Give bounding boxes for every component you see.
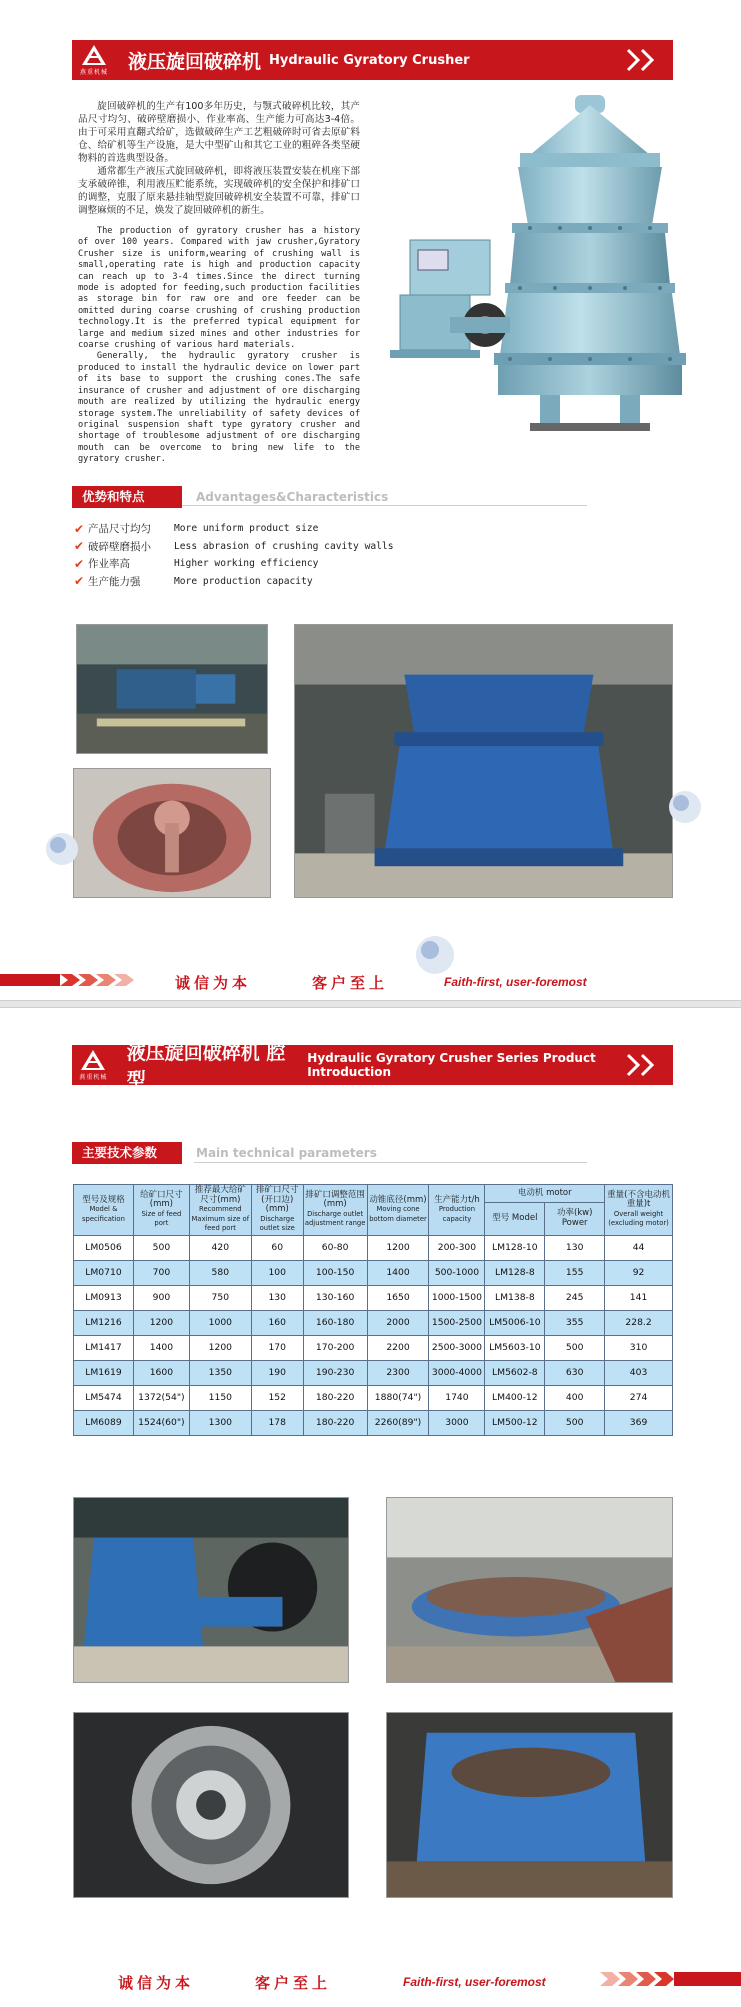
table-cell: 60-80 — [303, 1235, 367, 1260]
table-cell: 44 — [605, 1235, 673, 1260]
table-cell: 1650 — [367, 1285, 429, 1310]
check-icon: ✔ — [74, 539, 85, 554]
header-cell-discharge-size: 排矿口尺寸(开口边)(mm) Discharge outlet size — [251, 1185, 303, 1236]
brand-logo — [72, 1045, 115, 1085]
table-cell: 1600 — [133, 1360, 189, 1385]
stripe-arrow-icon — [0, 970, 150, 990]
table-cell: 900 — [133, 1285, 189, 1310]
footer-slogan — [0, 960, 741, 1000]
product-photo-3 — [73, 1712, 349, 1898]
table-cell: 1400 — [367, 1260, 429, 1285]
table-cell: 130-160 — [303, 1285, 367, 1310]
table-cell: LM5006-10 — [485, 1310, 545, 1335]
table-cell: 500 — [545, 1410, 605, 1435]
list-item — [74, 573, 494, 591]
table-cell: 190-230 — [303, 1360, 367, 1385]
table-cell: 1200 — [367, 1235, 429, 1260]
table-cell: 1300 — [189, 1410, 251, 1435]
header-cell-motor: 电动机 motor — [485, 1185, 605, 1203]
table-cell: 630 — [545, 1360, 605, 1385]
slogan-en: Faith-first, user-foremost — [403, 1975, 546, 1989]
brand-logo — [72, 40, 116, 80]
table-cell: 1500-2500 — [429, 1310, 485, 1335]
table-row — [74, 1310, 673, 1335]
table-cell: 228.2 — [605, 1310, 673, 1335]
page-title-cn: 液压旋回破碎机 — [128, 50, 262, 73]
table-cell: 178 — [251, 1410, 303, 1435]
page-separator — [0, 1000, 741, 1008]
table-row — [74, 1235, 673, 1260]
product-photo-1 — [73, 1497, 349, 1683]
header-cell-weight: 重量(不含电动机重量)t Overall weight (excluding motor) — [605, 1185, 673, 1236]
table-cell: 1200 — [133, 1310, 189, 1335]
slogan-cn-1: 诚信为本 — [118, 1974, 195, 1992]
table-cell: 500 — [133, 1235, 189, 1260]
table-cell: LM0506 — [74, 1235, 134, 1260]
page-title-en: Hydraulic Gyratory Crusher Series Product Introduction — [307, 1051, 596, 1079]
table-cell: 1372(54") — [133, 1385, 189, 1410]
slogan-cn-1: 诚信为本 — [175, 974, 252, 992]
table-cell: 369 — [605, 1410, 673, 1435]
table-cell: 700 — [133, 1260, 189, 1285]
table-cell: 403 — [605, 1360, 673, 1385]
intro-cn-paragraph-1: 旋回破碎机的生产有100多年历史，与颚式破碎机比较，其产品尺寸均匀、破碎壁磨损小、作业率高、生产能力可高达3-4倍。由于可采用直翻式给矿，选做破碎生产工艺粗破碎时可省去原矿料仓、给矿机等生产设施，是大中型矿山和其它工业的粗碎各类坚硬物料的首选典型设备。 — [78, 101, 360, 164]
table-cell: 2200 — [367, 1335, 429, 1360]
table-cell: LM5474 — [74, 1385, 134, 1410]
table-cell: 92 — [605, 1260, 673, 1285]
header-cell-motor-power: 功率(kw) Power — [545, 1203, 605, 1235]
table-cell: 130 — [251, 1285, 303, 1310]
header-cell-capacity: 生产能力t/h Production capacity — [429, 1185, 485, 1236]
header-cell-model: 型号及规格 Model & specification — [74, 1185, 134, 1236]
page-title-cn: 液压旋回破碎机 腔型 — [126, 1042, 286, 1091]
table-cell: 1200 — [189, 1335, 251, 1360]
table-cell: 2260(89") — [367, 1410, 429, 1435]
table-row — [74, 1335, 673, 1360]
header-cell-feed-size: 给矿口尺寸(mm) Size of feed port — [133, 1185, 189, 1236]
table-cell: LM400-12 — [485, 1385, 545, 1410]
advantage-en: More production capacity — [174, 575, 313, 587]
list-item — [74, 520, 494, 538]
table-cell: LM5603-10 — [485, 1335, 545, 1360]
table-cell: LM1619 — [74, 1360, 134, 1385]
table-cell: 310 — [605, 1335, 673, 1360]
table-cell: 3000-4000 — [429, 1360, 485, 1385]
logo-mark-icon — [80, 1049, 106, 1071]
parameters-header-cn: 主要技术参数 — [72, 1142, 182, 1164]
table-cell: 160-180 — [303, 1310, 367, 1335]
table-header-row — [74, 1185, 673, 1203]
check-icon: ✔ — [74, 574, 85, 589]
table-cell: 170-200 — [303, 1335, 367, 1360]
table-cell: 1150 — [189, 1385, 251, 1410]
table-cell: LM0913 — [74, 1285, 134, 1310]
table-cell: 190 — [251, 1360, 303, 1385]
advantages-header-en: Advantages&Characteristics — [196, 490, 389, 504]
intro-text-cn — [78, 100, 360, 217]
table-cell: LM138-8 — [485, 1285, 545, 1310]
slogan-cn-2: 客户至上 — [312, 974, 389, 992]
table-cell: 1880(74") — [367, 1385, 429, 1410]
technical-parameters-table — [73, 1184, 673, 1436]
list-item — [74, 555, 494, 573]
table-cell: 180-220 — [303, 1410, 367, 1435]
table-cell: 580 — [189, 1260, 251, 1285]
parameters-header — [72, 1142, 377, 1164]
logo-text: 燕重机械 — [79, 1074, 108, 1081]
table-row — [74, 1385, 673, 1410]
table-cell: 500 — [545, 1335, 605, 1360]
logo-mark-icon — [81, 44, 107, 66]
advantage-cn: 破碎壁磨损小 — [88, 540, 151, 553]
advantage-en: Less abrasion of crushing cavity walls — [174, 540, 394, 552]
double-chevron-icon — [625, 48, 659, 72]
page-product-overview — [0, 0, 741, 1000]
table-cell: LM0710 — [74, 1260, 134, 1285]
table-cell: LM1417 — [74, 1335, 134, 1360]
table-cell: 420 — [189, 1235, 251, 1260]
table-cell: 155 — [545, 1260, 605, 1285]
table-cell: 160 — [251, 1310, 303, 1335]
advantage-en: More uniform product size — [174, 523, 319, 535]
table-cell: 170 — [251, 1335, 303, 1360]
table-cell: LM128-10 — [485, 1235, 545, 1260]
page-title-en: Hydraulic Gyratory Crusher — [269, 52, 470, 68]
table-body — [74, 1235, 673, 1435]
table-row — [74, 1360, 673, 1385]
gyratory-crusher-illustration — [390, 95, 690, 440]
site-photo-3 — [294, 624, 673, 898]
table-cell: 1000-1500 — [429, 1285, 485, 1310]
title-bar — [72, 1042, 673, 1091]
table-cell: LM6089 — [74, 1410, 134, 1435]
table-cell: 180-220 — [303, 1385, 367, 1410]
footer-slogan — [0, 1962, 741, 2002]
table-cell: 2300 — [367, 1360, 429, 1385]
table-cell: 1740 — [429, 1385, 485, 1410]
globe-decoration-icon — [45, 832, 79, 866]
table-cell: 130 — [545, 1235, 605, 1260]
double-chevron-icon — [625, 1053, 659, 1077]
product-photo-4 — [386, 1712, 673, 1898]
table-cell: 100-150 — [303, 1260, 367, 1285]
table-cell: LM5602-8 — [485, 1360, 545, 1385]
parameters-header-en: Main technical parameters — [196, 1146, 377, 1160]
table-cell: 400 — [545, 1385, 605, 1410]
table-cell: 200-300 — [429, 1235, 485, 1260]
intro-en-paragraph-1: The production of gyratory crusher has a history of over 100 years. Compared with jaw crusher,Gyratory Crusher size is uniform,wearing of crushing wall is small,operating rate is high and production capacity can reach up to 3-4 times.Since the direct turning mode is adopted for feeding,such production facilities as storage bin for raw ore and ore feeder can be omitted during coarse crushing of crushing production technology.It is the preferred typical equipment for large and medium sized mines and other industries for coarse crushing of various hard materials. — [78, 226, 360, 351]
table-row — [74, 1285, 673, 1310]
section-divider — [194, 1162, 587, 1163]
table-cell: 2500-3000 — [429, 1335, 485, 1360]
table-cell: 2000 — [367, 1310, 429, 1335]
table-cell: LM500-12 — [485, 1410, 545, 1435]
site-photo-1 — [76, 624, 268, 754]
section-divider — [182, 505, 587, 506]
table-cell: 3000 — [429, 1410, 485, 1435]
table-cell: 750 — [189, 1285, 251, 1310]
table-cell: 60 — [251, 1235, 303, 1260]
table-cell: 355 — [545, 1310, 605, 1335]
globe-decoration-icon — [668, 790, 702, 824]
table-cell: 1350 — [189, 1360, 251, 1385]
advantage-en: Higher working efficiency — [174, 558, 319, 570]
logo-text: 燕重机械 — [79, 69, 108, 76]
table-cell: 274 — [605, 1385, 673, 1410]
table-cell: LM128-8 — [485, 1260, 545, 1285]
advantages-list — [74, 520, 494, 590]
product-photo-2 — [386, 1497, 673, 1683]
table-cell: 152 — [251, 1385, 303, 1410]
table-cell: 141 — [605, 1285, 673, 1310]
table-cell: 1524(60") — [133, 1410, 189, 1435]
slogan-cn-2: 客户至上 — [255, 1974, 332, 1992]
header-cell-discharge-range: 排矿口调整范围(mm) Discharge outlet adjustment range — [303, 1185, 367, 1236]
table-row — [74, 1260, 673, 1285]
check-icon: ✔ — [74, 556, 85, 571]
intro-cn-paragraph-2: 通常都生产液压式旋回破碎机，即将液压装置安装在机座下部支承破碎锥，利用液压贮能系统，实现破碎机的安全保护和排矿口的调整，克服了原来悬挂轴型旋回破碎机安全装置不可靠，排矿口调整麻烦的不足，焕发了旋回破碎机的新生。 — [78, 166, 360, 216]
advantage-cn: 产品尺寸均匀 — [88, 523, 151, 536]
header-cell-motor-model: 型号 Model — [485, 1203, 545, 1235]
intro-text-en — [78, 226, 360, 466]
table-cell: LM1216 — [74, 1310, 134, 1335]
check-icon: ✔ — [74, 521, 85, 536]
intro-en-paragraph-2: Generally, the hydraulic gyratory crusher is produced to install the hydraulic device on lower part of its base to support the crushing cones.The safe insurance of crusher and adjustment of ore discharging mouth are realized by utilizing the hydraulic energy storage system.The unreliability of safety devices of original suspension shaft type gyratory crusher and shortage of troublesome adjustment of ore discharging mouth can be overcome to bring new life to the gyratory crusher. — [78, 351, 360, 465]
title-bar — [72, 40, 673, 80]
header-cell-max-feed: 推荐最大给矿尺寸(mm) Recommend Maximum size of feed port — [189, 1185, 251, 1236]
table-cell: 100 — [251, 1260, 303, 1285]
table-cell: 500-1000 — [429, 1260, 485, 1285]
table-cell: 1400 — [133, 1335, 189, 1360]
slogan-en: Faith-first, user-foremost — [444, 975, 587, 989]
site-photo-2 — [73, 768, 271, 898]
table-cell: 245 — [545, 1285, 605, 1310]
advantage-cn: 作业率高 — [88, 558, 130, 571]
stripe-arrow-icon — [600, 1968, 741, 1990]
advantages-header-cn: 优势和特点 — [72, 486, 182, 508]
table-cell: 1000 — [189, 1310, 251, 1335]
advantage-cn: 生产能力强 — [88, 575, 141, 588]
header-cell-cone-diameter: 动锥底径(mm) Moving cone bottom diameter — [367, 1185, 429, 1236]
list-item — [74, 538, 494, 556]
table-row — [74, 1410, 673, 1435]
